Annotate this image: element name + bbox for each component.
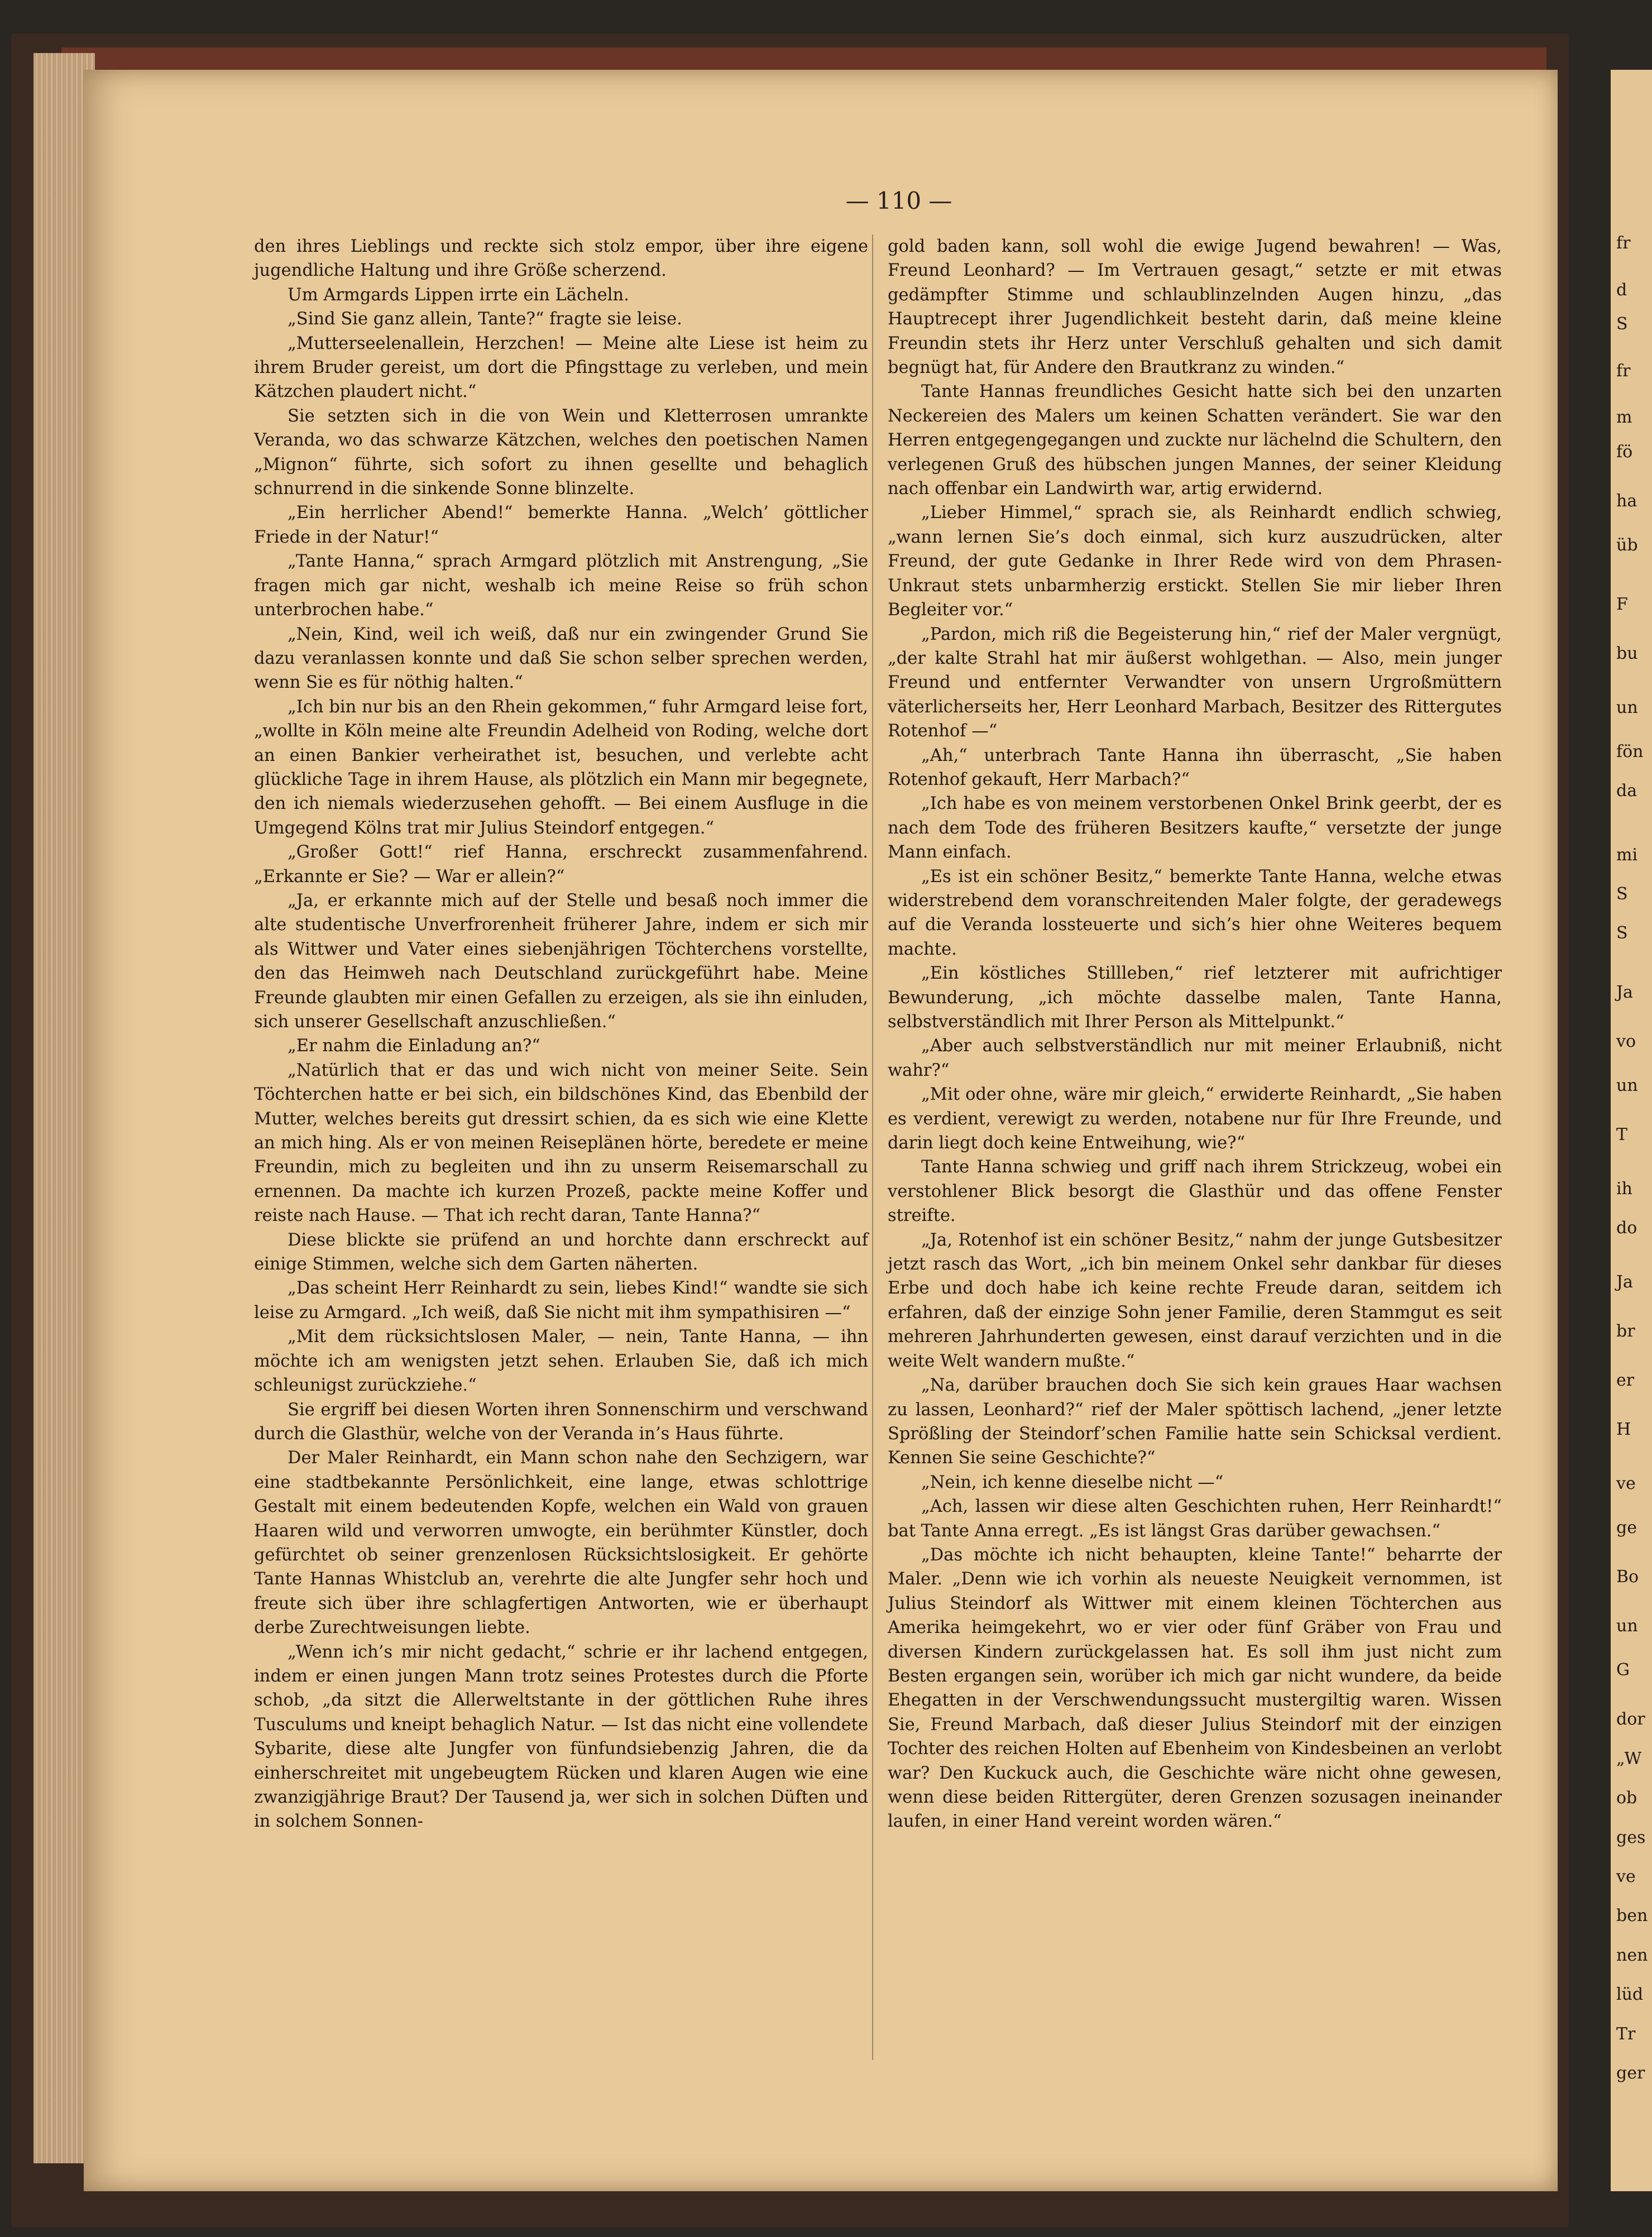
next-page-fragment: S [1616, 923, 1628, 943]
next-page-fragment: br [1616, 1321, 1635, 1342]
next-page-fragment: ger [1616, 2063, 1645, 2083]
next-page-fragment: un [1616, 1076, 1638, 1096]
next-page-fragment: er [1616, 1371, 1635, 1391]
next-page-fragment: nen [1616, 1945, 1648, 1965]
paragraph: „Natürlich that er das und wich nicht von meiner Seite. Sein Töchterchen hatte er bei sich, ein bildschönes Kind, das Ebenbild der Mutter, welches bereits gut dressirt schien, da es sich wie eine Klette an mich hing. Als er von meinen Reiseplänen hörte, beredete er meine Freundin, mich zu begleiten und ihn zu unserm Reisemarschall zu ernennen. Da machte ich kurzen Prozeß, packte meine Koffer und reiste nach Hause. — That ich recht daran, Tante Hanna?“ [254, 1060, 868, 1226]
next-page-fragment: lüd [1616, 1985, 1644, 2005]
next-page-fragment: T [1616, 1125, 1628, 1145]
paragraph: „Das scheint Herr Reinhardt zu sein, liebes Kind!“ wandte sie sich leise zu Armgard. „Ich weiß, daß Sie nicht mit ihm sympathisiren —“ [254, 1278, 868, 1323]
next-page-fragment: H [1616, 1420, 1631, 1440]
page-number: — 110 — [845, 187, 952, 214]
paragraph: „Lieber Himmel,“ sprach sie, als Reinhardt endlich schwieg, „wann lernen Sie’s doch einmal, sich kurz auszudrücken, alter Freund, der gute Gedanke in Ihrer Rede wird von dem Phrasen-Unkraut stets unbarmherzig erstickt. Stellen Sie mir lieber Ihren Begleiter vor.“ [888, 503, 1502, 620]
paragraph: „Mit oder ohne, wäre mir gleich,“ erwiderte Reinhardt, „Sie haben es verdient, verewigt zu werden, notabene nur für Ihre Freunde, und darin liegt doch keine Entweihung, wie?“ [888, 1085, 1502, 1153]
paragraph: „Nein, Kind, weil ich weiß, daß nur ein zwingender Grund Sie dazu veranlassen konnte und daß Sie schon selber sprechen werden, wenn Sie es für nöthig halten.“ [254, 624, 868, 693]
paragraph: Sie ergriff bei diesen Worten ihren Sonnenschirm und verschwand durch die Glasthür, welche von der Veranda in’s Haus führte. [254, 1400, 868, 1444]
next-page-fragment: ih [1616, 1179, 1632, 1199]
paragraph: „Das möchte ich nicht behaupten, kleine Tante!“ beharrte der Maler. „Denn wie ich vorhin als neueste Neuigkeit vernommen, ist Julius Steindorf als Wittwer mit einem kleinen Töchterchen aus Amerika heimgekehrt, wo er vier oder fünf Gräber von Frau und diversen Kindern zurückgelassen hat. Es soll ihm just nicht zum Besten ergangen sein, worüber ich mich gar nicht wundere, da beide Ehegatten in der Verschwendungssucht mustergiltig waren. Wissen Sie, Freund Marbach, daß dieser Julius Steindorf mit der einzigen Tochter des reichen Holten auf Ebenheim von Kindesbeinen an verlobt war? Den Kuckuck auch, die Geschichte wäre nicht ohne gewesen, wenn diese beiden Rittergüter, deren Grenzen sozusagen ineinander laufen, in einer Hand vereint worden wären.“ [888, 1545, 1502, 1832]
paragraph: Tante Hannas freundliches Gesicht hatte sich bei den unzarten Neckereien des Malers um keinen Schatten verändert. Sie war den Herren entgegengegangen und zuckte nur lächelnd die Schultern, den verlegenen Gruß des hübschen jungen Mannes, der seiner Kleidung nach offenbar ein Landwirth war, artig erwidernd. [888, 382, 1502, 499]
next-page-fragment: bu [1616, 643, 1638, 663]
paragraph: „Ach, lassen wir diese alten Geschichten ruhen, Herr Reinhardt!“ bat Tante Anna erregt. „Es ist längst Gras darüber gewachsen.“ [888, 1497, 1502, 1541]
next-page-fragment: m [1616, 408, 1632, 428]
next-page-fragment: fr [1616, 361, 1631, 381]
next-page-fragment: fön [1616, 741, 1644, 761]
text-column-left [254, 234, 868, 1834]
next-page-fragment: ge [1616, 1518, 1637, 1538]
paragraph: „Mit dem rücksichtslosen Maler, — nein, Tante Hanna, — ihn möchte ich am wenigsten jetzt sehen. Erlauben Sie, daß ich mich schleunigst zurückziehe.“ [254, 1327, 868, 1396]
next-page-fragment: Bo [1616, 1567, 1639, 1587]
paragraph: „Pardon, mich riß die Begeisterung hin,“ rief der Maler vergnügt, „der kalte Strahl hat mir äußerst wohlgethan. — Also, mein junger Freund und entfernter Verwandter von unsern Urgroßmüttern väterlicherseits her, Herr Leonhard Marbach, Besitzer des Rittergutes Rotenhof —“ [888, 624, 1502, 741]
next-page-fragment: ha [1616, 491, 1637, 511]
next-page-fragment: Ja [1616, 983, 1633, 1002]
paragraph: „Ja, Rotenhof ist ein schöner Besitz,“ nahm der junge Gutsbesitzer jetzt rasch das Wort, „ich bin meinem Onkel sehr dankbar für dieses Erbe und doch habe ich keine rechte Freude daran, seitdem ich erfahren, daß der einzige Sohn jener Familie, deren Stammgut es seit mehreren Jahrhunderten gewesen, einst darauf verzichten und in die weite Welt wandern mußte.“ [888, 1230, 1502, 1371]
paragraph: gold baden kann, soll wohl die ewige Jugend bewahren! — Was, Freund Leonhard? — Im Vertrauen gesagt,“ setzte er mit etwas gedämpfter Stimme und schlaublinzelnden Augen hinzu, „das Hauptrecept ihrer Jugendlichkeit besteht darin, daß meine kleine Freundin stets ihr Herz unter Verschluß gehalten und sich damit begnügt hat, für Andere den Brautkranz zu winden.“ [888, 237, 1502, 378]
paragraph: Tante Hanna schwieg und griff nach ihrem Strickzeug, wobei ein verstohlener Blick besorgt die Glasthür und das offene Fenster streifte. [888, 1157, 1502, 1226]
next-page-fragment: do [1616, 1218, 1637, 1238]
paragraph: „Ein herrlicher Abend!“ bemerkte Hanna. „Welch’ göttlicher Friede in der Natur!“ [254, 503, 868, 547]
paragraph: „Tante Hanna,“ sprach Armgard plötzlich mit Anstrengung, „Sie fragen mich gar nicht, weshalb ich meine Reise so früh schon unterbrochen habe.“ [254, 552, 868, 620]
next-page-fragment: üb [1616, 535, 1638, 555]
paragraph: Diese blickte sie prüfend an und horchte dann erschreckt auf einige Stimmen, welche sich dem Garten näherten. [254, 1230, 868, 1275]
paragraph: „Na, darüber brauchen doch Sie sich kein graues Haar wachsen zu lassen, Leonhard?“ rief der Maler spöttisch lachend, „jener letzte Sprößling der Steindorf’schen Familie hatte sein Schicksal verdient. Kennen Sie seine Geschichte?“ [888, 1376, 1502, 1468]
next-page-fragment: Ja [1616, 1272, 1633, 1292]
next-page-fragment: dor [1616, 1709, 1645, 1730]
paragraph: „Es ist ein schöner Besitz,“ bemerkte Tante Hanna, welche etwas widerstrebend dem voranschreitenden Maler folgte, der geradewegs auf die Veranda lossteuerte und sich’s hier ohne Weiteres bequem machte. [888, 866, 1502, 959]
next-page-fragment: S [1616, 884, 1628, 904]
next-page-fragment: ob [1616, 1788, 1637, 1808]
paragraph: „Wenn ich’s mir nicht gedacht,“ schrie er ihr lachend entgegen, indem er einen jungen Mann trotz seines Protestes durch die Pforte schob, „da sitzt die Allerweltstante in der göttlichen Ruhe ihres Tusculums und kneipt behaglich Natur. — Ist das nicht eine vollendete Sybarite, diese alte Jungfer von fünfundsiebenzig Jahren, die da einherschreitet mit ungebeugtem Rücken und klaren Augen wie eine zwanzigjährige Braut? Der Tausend ja, wer sich in solchen Düften und in solchem Sonnen- [254, 1642, 868, 1832]
next-page-fragment: un [1616, 697, 1638, 717]
paragraph: „Ich habe es von meinem verstorbenen Onkel Brink geerbt, der es nach dem Tode des früheren Besitzers kaufte,“ versetzte der junge Mann einfach. [888, 794, 1502, 863]
paragraph: Sie setzten sich in die von Wein und Kletterrosen umrankte Veranda, wo das schwarze Kätzchen, welches den poetischen Namen „Mignon“ führte, sich sofort zu ihnen gesellte und behaglich schnurrend in die sinkende Sonne blinzelte. [254, 406, 868, 499]
next-page-fragment: ben [1616, 1906, 1648, 1926]
paragraph: „Ah,“ unterbrach Tante Hanna ihn überrascht, „Sie haben Rotenhof gekauft, Herr Marbach?“ [888, 745, 1502, 789]
paragraph: „Nein, ich kenne dieselbe nicht —“ [921, 1472, 1224, 1492]
paragraph: „Mutterseelenallein, Herzchen! — Meine alte Liese ist heim zu ihrem Bruder gereist, um dort die Pfingsttage zu verleben, und mein Kätzchen plaudert nicht.“ [254, 333, 868, 402]
paragraph: „Ja, er erkannte mich auf der Stelle und besaß noch immer die alte studentische Unverfrorenheit früherer Jahre, indem er sich mir als Wittwer und Vater eines siebenjährigen Töchterchens vorstellte, den das Heimweh nach Deutschland zurückgeführt habe. Meine Freunde glaubten mir einen Gefallen zu erzeigen, als sie ihn einluden, sich unserer Gesellschaft anzuschließen.“ [254, 890, 868, 1032]
next-page-fragment: G [1616, 1660, 1630, 1680]
next-page-fragment: fr [1616, 233, 1631, 253]
paragraph: Der Maler Reinhardt, ein Mann schon nahe den Sechzigern, war eine stadtbekannte Persönlichkeit, eine lange, etwas schlottrige Gestalt mit einem bedeutenden Kopfe, welchen ein Wald von grauen Haaren wild und verworren umwogte, ein berühmter Künstler, doch gefürchtet ob seiner grenzenlosen Rücksichtslosigkeit. Er gehörte Tante Hannas Whistclub an, verehrte die alte Jungfer sehr hoch und freute sich über ihre schlagfertigen Antworten, wie er überhaupt derbe Zurechtweisungen liebte. [254, 1448, 868, 1638]
next-page-fragment: ve [1616, 1867, 1636, 1886]
paragraph: „Er nahm die Einladung an?“ [288, 1036, 540, 1056]
text-column-right [888, 234, 1502, 1834]
next-page-fragment: un [1616, 1616, 1638, 1636]
next-page-fragment: fö [1616, 442, 1633, 462]
paragraph: „Aber auch selbstverständlich nur mit meiner Erlaubniß, nicht wahr?“ [888, 1036, 1502, 1080]
next-page-fragment: ve [1616, 1474, 1636, 1493]
next-page-fragment: da [1616, 781, 1637, 801]
next-page-fragment: Tr [1616, 2024, 1636, 2044]
next-page-fragment: vo [1616, 1032, 1636, 1051]
next-page-fragment: S [1616, 314, 1628, 334]
paragraph: „Ich bin nur bis an den Rhein gekommen,“ fuhr Armgard leise fort, „wollte in Köln meine alte Freundin Adelheid von Roding, welche dort an einen Bankier verheirathet ist, besuchen, und verlebte acht glückliche Tage in ihrem Hause, als plötzlich ein Mann mir begegnete, den ich niemals wiederzusehen gehofft. — Bei einem Ausfluge in die Umgegend Kölns trat mir Julius Steindorf entgegen.“ [254, 697, 868, 838]
next-page-fragment: F [1616, 594, 1628, 614]
next-page-fragment: mi [1616, 845, 1638, 865]
paragraph: „Ein köstliches Stillleben,“ rief letzterer mit aufrichtiger Bewunderung, „ich möchte dasselbe malen, Tante Hanna, selbstverständlich mit Ihrer Person als Mittelpunkt.“ [888, 964, 1502, 1032]
paragraph: Um Armgards Lippen irrte ein Lächeln. [288, 285, 629, 305]
paragraph: den ihres Lieblings und reckte sich stolz empor, über ihre eigene jugendliche Haltung und ihre Größe scherzend. [254, 237, 868, 281]
column-divider [872, 234, 873, 2060]
next-page-fragment: ges [1616, 1827, 1646, 1847]
next-page-fragment: „W [1616, 1749, 1642, 1769]
paragraph: „Großer Gott!“ rief Hanna, erschreckt zusammenfahrend. „Erkannte er Sie? — War er allein?“ [254, 842, 868, 887]
next-page-fragment: d [1616, 280, 1627, 300]
paragraph: „Sind Sie ganz allein, Tante?“ fragte sie leise. [288, 309, 682, 329]
